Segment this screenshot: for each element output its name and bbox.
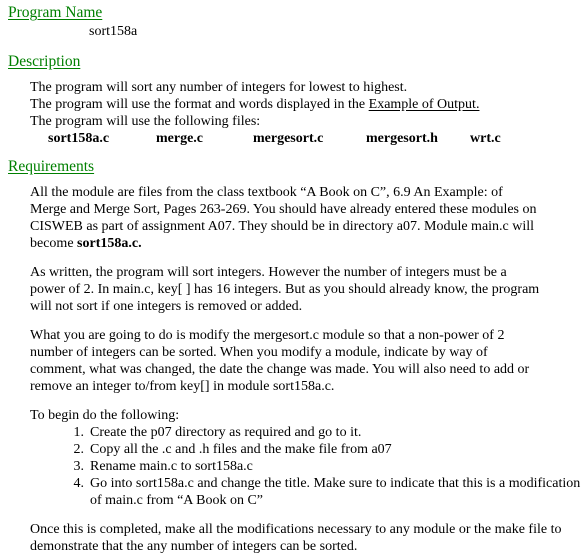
file-mergesort-h: mergesort.h <box>366 131 438 146</box>
step-1-number: 1. <box>73 425 84 440</box>
step-2-number: 2. <box>73 442 84 457</box>
step-2-text: Copy all the .c and .h files and the make file from a07 <box>90 442 392 457</box>
requirements-p3-line-3: comment, what was changed, the date the change was made. You will also need to add or <box>30 362 530 377</box>
step-4-continued: of main.c from “A Book on C” <box>90 493 264 508</box>
requirements-p2-line-2: power of 2. In main.c, key[ ] has 16 integers. But as you should already know, the program <box>30 282 540 297</box>
file-merge-c: merge.c <box>156 131 204 146</box>
requirements-p1-line-3: CISWEB as part of assignment A07. They should be in directory a07. Module main.c will <box>30 219 535 234</box>
description-line-2-text: The program will use the format and words displayed in the <box>30 97 369 112</box>
requirements-p3-line-4: remove an integer to/from key[] in module sort158a.c. <box>30 379 335 394</box>
description-line-1: The program will sort any number of integers for lowest to highest. <box>30 80 408 95</box>
file-mergesort-c: mergesort.c <box>253 131 324 146</box>
closing-line-1: Once this is completed, make all the modifications necessary to any module or the make file to <box>30 522 562 537</box>
requirements-p1-line-1: All the module are files from the class textbook “A Book on C”, 6.9 An Example: of <box>30 185 503 200</box>
description-line-2 <box>30 96 479 113</box>
requirements-p2-line-3: will not sort if one integers is removed or added. <box>30 299 303 314</box>
requirements-p3-line-2: number of integers can be sorted. When you modify a module, indicate by way of <box>30 345 488 360</box>
step-3-text: Rename main.c to sort158a.c <box>90 459 253 474</box>
program-name-value: sort158a <box>89 24 138 39</box>
example-of-output-link[interactable]: Example of Output. <box>368 97 480 112</box>
requirements-p2-line-1: As written, the program will sort integers. However the number of integers must be a <box>30 265 507 280</box>
description-heading: Description <box>8 53 81 70</box>
closing-line-2: demonstrate that the any number of integers can be sorted. <box>30 539 358 554</box>
step-4-number: 4. <box>73 476 84 491</box>
requirements-p1-line-4-text: become <box>30 236 78 251</box>
requirements-p1-line-4 <box>30 235 142 252</box>
program-name-heading: Program Name <box>8 4 103 21</box>
step-4-text: Go into sort158a.c and change the title. Make sure to indicate that this is a modification <box>90 476 581 491</box>
step-3-number: 3. <box>73 459 84 474</box>
file-sort158a-c: sort158a.c <box>48 131 110 146</box>
requirements-p1-line-2: Merge and Merge Sort, Pages 263-269. You should have already entered these modules on <box>30 202 537 217</box>
description-line-3: The program will use the following files: <box>30 114 261 129</box>
sort158a-bold: sort158a.c. <box>77 236 142 251</box>
step-1-text: Create the p07 directory as required and go to it. <box>90 425 362 440</box>
steps-intro: To begin do the following: <box>30 408 180 423</box>
requirements-p3-line-1: What you are going to do is modify the mergesort.c module so that a non-power of 2 <box>30 328 505 343</box>
requirements-heading: Requirements <box>8 158 95 175</box>
file-wrt-c: wrt.c <box>470 131 501 146</box>
